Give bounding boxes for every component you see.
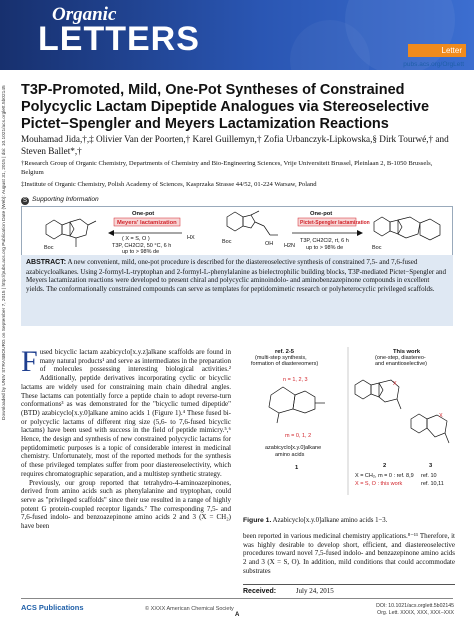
figure-1-caption: [243, 517, 455, 526]
received-line: [243, 587, 455, 595]
compound-number-3: 3: [429, 463, 433, 469]
fig-panel-a-sub2: formation of diastereomers): [251, 361, 319, 367]
received-label: Received:: [243, 588, 277, 595]
received-divider: [243, 584, 455, 585]
bicyclo-label-2: amino acids: [275, 452, 305, 458]
toc-graphic-svg: [22, 207, 452, 255]
compound-number-2: 2: [383, 463, 387, 469]
left-cond-3: up to > 98% de: [122, 249, 160, 255]
supporting-info-link[interactable]: [21, 196, 99, 205]
journal-logo-organic: Organic: [52, 4, 117, 25]
figure-ref-a: ref. 10: [421, 473, 437, 479]
journal-logo-letters: LETTERS: [38, 20, 200, 58]
fig-panel-b-title: This work: [393, 349, 421, 355]
left-cond-1: ( X = S, O ): [122, 236, 150, 242]
right-label-2: Pictet-Spengler lactamization: [300, 220, 370, 226]
footer-doi[interactable]: DOI: 10.1021/acs.orglett.5b02145: [376, 603, 454, 609]
fig-panel-a-sub1: (multi-step synthesis,: [255, 355, 307, 361]
footer-doi-block: [376, 603, 454, 616]
structure-3: [411, 414, 449, 443]
article-title: T3P-Promoted, Mild, One-Pot Syntheses of Constrained Polycyclic Lactam Dipeptide Analogues via Stereoselective Pictet−Spengler and Meyers Lactamization Reactions: [21, 82, 430, 132]
right-label-1: One-pot: [310, 211, 333, 217]
ring-label-n: n = 1, 2, 3: [283, 377, 308, 383]
figure-1-caption-lead: Figure 1.: [243, 517, 272, 524]
left-boc-label: Boc: [44, 245, 54, 251]
center-boc-label: Boc: [222, 239, 232, 245]
footer-copyright: © XXXX American Chemical Society: [145, 606, 234, 612]
abstract-body: A new convenient, mild, one-pot procedure is described for the diastereoselective synthesis of constrained 7,5- and 7,6-fused azabicycloalkanes. Using 2-formyl-L-tryptophan and 2-formyl-L-phenylalanine as bielectrophilic building blocks, T3P-mediated Pictet−Spengler and Meyers lactamization reactions were developed to present chiral and polycyclic aminoindolo- and aminobenzazepinone compounds in excellent yields. The conformationally constrained compounds can serve as templates for peptidomimetic research or polyheterocyclic privileged scaffolds.: [26, 258, 447, 293]
info-icon: S: [22, 198, 27, 204]
center-oh-label: OH: [265, 241, 274, 247]
ring-label-m: m = 0, 1, 2: [285, 433, 312, 439]
figure-1-caption-text: Azabicyclo[x.y.0]alkane amino acids 1−3.: [272, 517, 388, 524]
right-cond-2: up to > 98% de: [306, 245, 344, 251]
figure-row-1: X = CH₂, m = 0 : ref. 8,9: [355, 473, 414, 479]
abstract-text-block: [21, 255, 453, 296]
affiliation-2: ‡Institute of Organic Chemistry, Polish Academy of Sciences, Kasprzaka Strasse 44/52, 01-224 Warsaw, Poland: [21, 181, 317, 188]
received-date: July 24, 2015: [295, 587, 334, 595]
structure-3-x: X: [439, 413, 443, 419]
affiliation-1: †Research Group of Organic Chemistry, Departments of Chemistry and Bio-Engineering Sciences, Vrije Universiteit Brussel, Pleinlaan 2, B-1050 Brussels, Belgium: [21, 160, 433, 176]
download-sidebar-text: Downloaded by UNIV STRASBOURG on September 7, 2015 | http://pubs.acs.org Publication Date (Web): August 31, 2015 | doi: 10.1021/acs.orglett.5b02145: [2, 85, 7, 420]
fig-panel-b-sub1: (one-step, diastereo-: [375, 355, 426, 361]
right-boc-label: Boc: [372, 245, 382, 251]
bicyclo-label: azabicyclo[x.y.0]alkane: [265, 445, 322, 451]
author-list: Mouhamad Jida,†,‡ Olivier Van der Poorten,† Karel Guillemyn,† Zofia Urbanczyk-Lipkowska,§ Dirk Tourwé,† and Steven Ballet*,†: [21, 134, 449, 156]
article-type-badge: Letter: [408, 44, 466, 57]
acs-publications-logo[interactable]: ACS Publications: [21, 603, 84, 612]
figure-ref-b: ref. 10,11: [421, 481, 444, 487]
journal-url-link[interactable]: pubs.acs.org/OrgLett: [403, 61, 464, 68]
supporting-info-label: Supporting Information: [32, 196, 99, 203]
footer-citation: Org. Lett. XXXX, XXX, XXX−XXX: [377, 609, 454, 616]
left-cond-2: T3P, CH2Cl2, 50 °C, 6 h: [112, 243, 172, 249]
structure-1: [269, 387, 325, 423]
body-left-paragraph-2: Previously, our group reported that tetrahydro-4-aminoazepinones, derived from amino acids such as phenylalanine and tryptophan, could serve as "privileged scaffolds" since their use resulted in a range of highly potent G protein-coupled receptor ligands.⁷ The corresponding 7,5- and 7,6-fused indolo- and benzoazepinone amino acids 2 and 3 (X = CH₂) have been: [21, 478, 231, 531]
left-label-1: One-pot: [132, 211, 155, 217]
abstract-lead: ABSTRACT:: [26, 259, 67, 266]
download-sidebar: [2, 85, 14, 420]
body-left-column: [21, 345, 231, 531]
body-right-paragraph: been reported in various medicinal chemistry applications.⁸⁻¹¹ Therefore, it was highly desirable to develop short, efficient, and diastereoselective procedures toward novel 7,5-fused indolo- and benzazepinone amino acids 2 and 3 (X = S, O). In addition, mild conditions that could accommodate substrates: [243, 532, 455, 575]
left-label-2: Meyers' lactamization: [117, 220, 177, 226]
page-number: A: [235, 612, 240, 618]
left-hx-label: HX: [187, 235, 195, 241]
structure-2-x: X: [393, 381, 397, 387]
fig-panel-a-title: ref. 2-5: [275, 349, 295, 355]
right-nh2-label: H2N: [284, 243, 296, 249]
dropcap-letter: F: [21, 345, 38, 378]
figure-row-2: X = S, O : this work: [355, 481, 403, 487]
right-cond-1: T3P, CH2Cl2, rt, 6 h: [300, 238, 349, 244]
fig-panel-b-sub2: and enantioselective): [375, 361, 427, 367]
compound-number-1: 1: [295, 465, 299, 471]
body-left-paragraph-1: used bicyclic lactam azabicyclo[x.y.z]alkane scaffolds are found in many natural products¹ and serve as intermediates in the preparation of molecules possessing interesting biological activities.² Additionally, peptide derivatives incorporating cyclic or bicyclic lactams are widely used for constraining main chain dihedral angles. These lactams can potentially force a peptide chain to adopt reverse-turn conformations³ as was demonstrated for the "bicyclic turned dipeptide" (BTD) azabicyclo[x.y.0]alkane amino acids 1 (Figure 1).⁴ These fused bi- or polycyclic lactams of different ring size (5,6- to 7,6-fused bicyclic lactams) have been used with success in the field of peptide mimicry.⁵,⁶ Hence, the design and synthesis of new constrained polycyclic lactams for peptidomimetic purposes is a topic of considerable interest in medicinal chemistry. Unfortunately, most of the reported methods for the synthesis of these privileged templates suffer from poor diastereoselectivity, which requires chromatographic separation, and a multistep synthetic strategy.: [21, 348, 231, 478]
footer-divider: [21, 598, 453, 599]
figure-1: [243, 345, 455, 520]
figure-1-svg: [243, 345, 455, 515]
